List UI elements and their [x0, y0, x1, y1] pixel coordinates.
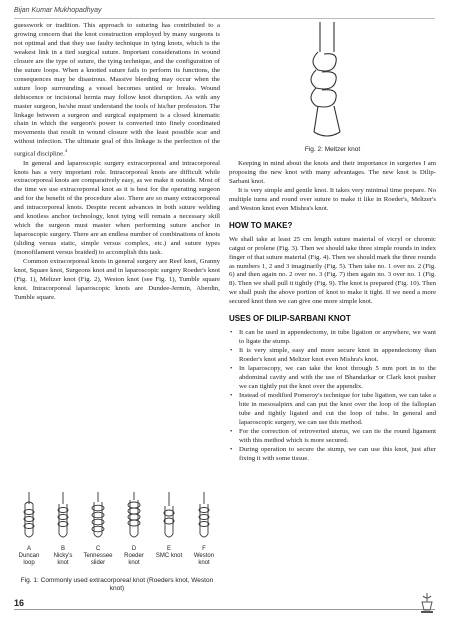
section-heading-how-to-make: HOW TO MAKE? [229, 220, 293, 230]
figure-2-caption: Fig. 2: Meltzer knot [304, 146, 361, 153]
paragraph: We shall take at least 25 cm length suture material of vicryl or chromic catgut or prolene (Fig. 3). Then we should take three simple rounds in index finger of that suture material (Fig. 4). Then we should mark the three rounds as numbers 1, 2 and 3 imaginarily (Fig. 5). Then take no. 1 over no. 2 (Fig. 6) and then again no. 2 over no. 3 (Fig. 7) then again no. 3 over no. 1 (Fig. 8). Then we shall pull it tightly (Fig. 9). The knot is prepared (Fig. 10). Then we shall push the above portion of knot to make it tight. If we need a more secured knot then we can give one more simple knot. [229, 235, 436, 306]
list-item: • It can be used in appendectomy, in tube ligation or anywhere, we want to ligate the stump. [239, 329, 436, 347]
left-column [14, 22, 220, 303]
section-heading-uses: USES OF DILIP-SARBANI KNOT [229, 314, 351, 324]
list-item: • It is very simple, easy and more secure knot in appendectomy than Roeder's knot and Meltzer knot even Mishra's knot. [239, 347, 436, 365]
list-item: • Instead of modified Pomeroy's technique for tube ligation, we can take a bite in mesosalpinx and can put the knot over the loop of the fallopian tube and tightly ligated and cut the loop of tube. In general and laparoscopic surgery, we can use this method. [239, 392, 436, 428]
knot-c-drawing [92, 492, 104, 537]
publisher-logo-icon [418, 592, 436, 614]
knot-e-drawing [164, 492, 174, 537]
paragraph: It is very simple and gentle knot. It takes very minimal time prepare. No multiple turns and round over suture to make it like in Roeder's, Meltzer's and Weston knot even Mishra's knot. [229, 186, 436, 212]
figure-1-caption: Fig. 1: Commonly used extracorporeal knot (Roeders knot, Weston knot) [20, 577, 214, 592]
footnote-mark: 4 [64, 148, 68, 154]
figure-1-labels [14, 546, 220, 576]
paragraph: Keeping in mind about the knots and their importance in surgeries I am proposing the new knot with many advantages. The new knot is Dilip-Sarbani knot. [229, 160, 436, 185]
right-column [229, 160, 436, 464]
knot-d-drawing [128, 492, 140, 537]
running-header: Bijan Kumar Mukhopadhyay [14, 7, 102, 14]
paragraph: In general and laparoscopic surgery extracorporeal and intracorporeal knots has a very important role. Intracorporeal knots are difficult while extracorporeal knots are comparatively easy, as we make it outside. Most of the time we use extracorporeal knot as it is best for the operating surgeon and for the benefit of the procedure also. There are so many extracorporeal and intracorporeal knots. Despite recent advances in both suture welding and knotless anchor technology, knot tying will remain a necessary skill which the surgeon must master when performing suture anchor in laparoscopic surgery. There are an endless number of combinations of knots (sliding versus static, simple versus complex, etc.) and suture types (monofilament versus braided) to accomplish this task. [14, 159, 220, 257]
knot-f-drawing [199, 492, 209, 537]
knot-b-drawing [58, 492, 68, 537]
page-number: 16 [14, 598, 25, 608]
knot-label: A Duncan loop [18, 546, 40, 566]
knot-label: C Tennessee slider [83, 546, 113, 566]
uses-list [229, 329, 436, 463]
figure-1-knots-illustration [14, 490, 220, 546]
paragraph: Common extracorporeal knots in general surgery are Reef knot, Granny knot, Square knot, Surgeons knot and in laparoscopic surgery Roeder's knot (Fig. 1), Meltzer knot (Fig. 2), Weston knot (see Fig. 1), Tumble square knot. Intracorporeal laparoscopic knots are Dundee-Jermin, Aberdin, Tumble square. [14, 258, 220, 301]
footer-rule [14, 609, 435, 610]
figure-2-meltzer-knot-illustration [288, 22, 366, 140]
header-rule [14, 18, 435, 19]
list-item: • During operation to secure the stump, we can use this knot, just after fixing it with some tissue. [239, 446, 436, 464]
knot-label: E SMC knot [155, 546, 183, 559]
list-item: • In laparoscopy, we can take the knot through 5 mm port in to the abdominal cavity and with the use of Bhandarkar or Clark knot pusher we can tightly put the knot over the appendix. [239, 365, 436, 392]
list-item: • For the correction of retroverted uterus, we can tie the round ligament with this method which is more secured. [239, 428, 436, 446]
knot-a-drawing [24, 492, 34, 537]
paragraph: guesswork or tradition. This approach to suturing has contributed to a growing concern that the knot construction employed by many surgeons is not optimal and that they use faulty technique in tying knots, which is the weakest link in a tied surgical suture. Important considerations in wound closure are the type of suture, the tying technique, and the configuration of the suture loops. When a knotted suture fails to perform its functions, the consequences may be disastrous. Massive bleeding may occur when the suture loop surrounding a vessel becomes untied or breaks. Wound dehiscence or incisional hernia may follow knot disruption. As with any master surgeon, he/she must understand the tools of his/her profession. The linkage between a surgeon and surgical equipment is a closed kinematic chain in which the surgeon's power is converted into finely coordinated movements that result in wound closure with the least possible scar and without infection. The ultimate goal of this linkage is the perfection of the surgical discipline.$^4$ [14, 22, 220, 158]
knot-label: F Weston knot [193, 546, 215, 566]
knot-label: D Roeder knot [124, 546, 144, 566]
knot-label: B Nicky's knot [53, 546, 73, 566]
